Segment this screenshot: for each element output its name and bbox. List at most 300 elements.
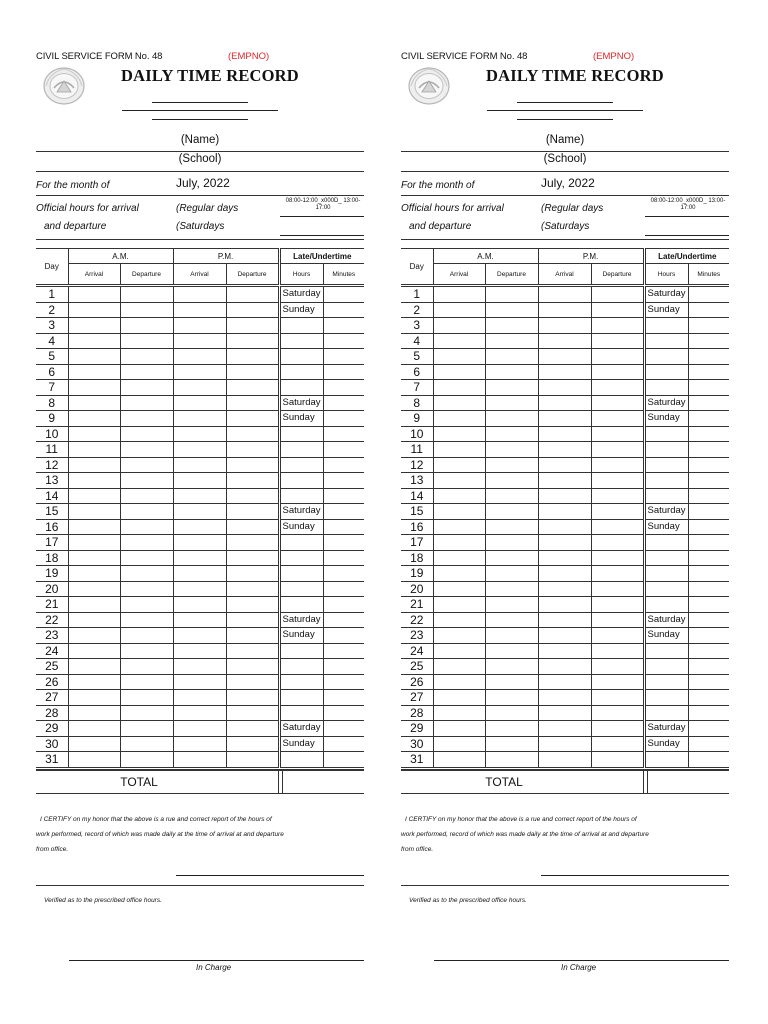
col-am-departure: Departure xyxy=(120,264,173,285)
time-cell xyxy=(226,473,279,489)
time-cell xyxy=(323,333,364,349)
day-note xyxy=(279,690,323,706)
in-charge-label: In Charge xyxy=(561,963,597,972)
time-cell xyxy=(226,426,279,442)
time-cell xyxy=(120,457,173,473)
time-cell xyxy=(538,721,591,737)
time-cell xyxy=(120,597,173,613)
time-cell xyxy=(688,690,729,706)
rule-line xyxy=(36,151,364,152)
time-cell xyxy=(688,426,729,442)
time-cell xyxy=(226,318,279,334)
time-cell xyxy=(688,380,729,396)
time-cell xyxy=(538,752,591,768)
seal-icon xyxy=(407,66,451,106)
total-divider xyxy=(643,771,648,793)
time-cell xyxy=(173,752,226,768)
time-cell xyxy=(323,535,364,551)
col-am-arrival: Arrival xyxy=(68,264,120,285)
day-number: 10 xyxy=(36,426,68,442)
table-row xyxy=(401,364,729,380)
day-number: 28 xyxy=(36,705,68,721)
time-cell xyxy=(323,674,364,690)
time-cell xyxy=(226,628,279,644)
verified-label: Verified as to the prescribed office hours. xyxy=(409,897,527,904)
day-number: 16 xyxy=(401,519,433,535)
day-note xyxy=(279,643,323,659)
day-note xyxy=(644,550,688,566)
table-row xyxy=(401,721,729,737)
time-cell xyxy=(323,597,364,613)
time-cell xyxy=(485,318,538,334)
time-cell xyxy=(226,674,279,690)
table-row xyxy=(401,674,729,690)
time-cell xyxy=(173,721,226,737)
time-cell xyxy=(226,612,279,628)
day-note xyxy=(279,333,323,349)
day-note: Sunday xyxy=(644,302,688,318)
time-cell xyxy=(688,333,729,349)
time-cell xyxy=(538,705,591,721)
time-cell xyxy=(485,535,538,551)
table-row xyxy=(401,488,729,504)
day-note: Sunday xyxy=(279,411,323,427)
time-cell xyxy=(226,349,279,365)
time-cell xyxy=(538,690,591,706)
time-cell xyxy=(688,674,729,690)
time-cell xyxy=(688,612,729,628)
time-cell xyxy=(688,566,729,582)
time-cell xyxy=(173,581,226,597)
time-cell xyxy=(226,488,279,504)
day-number: 14 xyxy=(401,488,433,504)
month-label: For the month of xyxy=(401,180,475,191)
time-cell xyxy=(120,612,173,628)
day-note: Saturday xyxy=(279,504,323,520)
time-cell xyxy=(173,349,226,365)
time-cell xyxy=(538,581,591,597)
time-cell xyxy=(68,643,120,659)
day-number: 10 xyxy=(401,426,433,442)
certify-line-3: from office. xyxy=(401,846,434,853)
time-cell xyxy=(68,426,120,442)
time-cell xyxy=(173,612,226,628)
time-cell xyxy=(433,488,485,504)
day-note xyxy=(279,597,323,613)
time-cell xyxy=(323,659,364,675)
time-cell xyxy=(538,597,591,613)
time-cell xyxy=(226,581,279,597)
signature-line xyxy=(122,110,278,111)
time-cell xyxy=(226,752,279,768)
time-cell xyxy=(591,550,644,566)
time-cell xyxy=(688,721,729,737)
time-cell xyxy=(591,380,644,396)
time-cell xyxy=(591,519,644,535)
time-cell xyxy=(433,566,485,582)
time-cell xyxy=(226,504,279,520)
time-cell xyxy=(485,581,538,597)
day-note xyxy=(644,364,688,380)
time-cell xyxy=(688,643,729,659)
time-cell xyxy=(591,535,644,551)
time-cell xyxy=(591,643,644,659)
table-row xyxy=(36,659,364,675)
time-cell xyxy=(323,318,364,334)
official-hours-value: 08:00-12:00_x000D_ 13:00-17:00 xyxy=(285,198,361,211)
day-note xyxy=(644,752,688,768)
day-note: Sunday xyxy=(644,736,688,752)
time-cell xyxy=(120,442,173,458)
time-cell xyxy=(433,643,485,659)
table-row xyxy=(401,612,729,628)
time-cell xyxy=(323,612,364,628)
time-cell xyxy=(68,457,120,473)
table-row xyxy=(36,566,364,582)
time-cell xyxy=(323,364,364,380)
time-cell xyxy=(173,550,226,566)
time-cell xyxy=(433,519,485,535)
signature-line xyxy=(517,119,613,120)
table-row xyxy=(36,705,364,721)
day-number: 7 xyxy=(401,380,433,396)
time-cell xyxy=(485,612,538,628)
time-cell xyxy=(688,287,729,303)
table-row xyxy=(36,612,364,628)
col-am: A.M. xyxy=(433,249,538,264)
time-cell xyxy=(323,473,364,489)
day-number: 5 xyxy=(36,349,68,365)
table-row xyxy=(36,287,364,303)
time-cell xyxy=(226,597,279,613)
time-cell xyxy=(688,504,729,520)
time-cell xyxy=(688,457,729,473)
time-cell xyxy=(591,721,644,737)
time-cell xyxy=(323,349,364,365)
time-cell xyxy=(433,457,485,473)
time-cell xyxy=(433,442,485,458)
time-cell xyxy=(68,628,120,644)
empno-label: (EMPNO) xyxy=(593,51,635,62)
time-cell xyxy=(485,736,538,752)
time-cell xyxy=(538,535,591,551)
time-cell xyxy=(173,628,226,644)
day-note: Saturday xyxy=(644,612,688,628)
certify-line-2: work performed, record of which was made daily at the time of arrival at and departure xyxy=(401,831,649,838)
day-number: 21 xyxy=(36,597,68,613)
time-cell xyxy=(173,318,226,334)
table-row xyxy=(401,752,729,768)
time-cell xyxy=(226,333,279,349)
time-cell xyxy=(433,349,485,365)
time-cell xyxy=(433,333,485,349)
time-cell xyxy=(226,659,279,675)
time-cell xyxy=(173,442,226,458)
table-row xyxy=(36,550,364,566)
in-charge-line xyxy=(434,960,729,961)
time-cell xyxy=(688,302,729,318)
time-cell xyxy=(68,318,120,334)
time-cell xyxy=(68,721,120,737)
time-cell xyxy=(173,287,226,303)
day-number: 24 xyxy=(36,643,68,659)
time-cell xyxy=(688,519,729,535)
time-cell xyxy=(485,674,538,690)
day-number: 19 xyxy=(401,566,433,582)
day-number: 22 xyxy=(36,612,68,628)
table-row xyxy=(401,659,729,675)
table-row xyxy=(36,752,364,768)
employee-signature-line xyxy=(541,875,729,876)
table-row xyxy=(401,581,729,597)
day-note xyxy=(279,442,323,458)
time-cell xyxy=(173,488,226,504)
day-note: Saturday xyxy=(644,287,688,303)
table-row xyxy=(401,566,729,582)
time-cell xyxy=(538,643,591,659)
regular-days-label: (Regular days xyxy=(176,203,239,214)
time-cell xyxy=(433,473,485,489)
day-note xyxy=(644,659,688,675)
signature-line xyxy=(517,102,613,103)
time-cell xyxy=(68,690,120,706)
in-charge-line xyxy=(69,960,364,961)
time-cell xyxy=(591,395,644,411)
time-cell xyxy=(173,333,226,349)
time-cell xyxy=(323,504,364,520)
time-cell xyxy=(173,302,226,318)
col-am-arrival: Arrival xyxy=(433,264,485,285)
day-number: 27 xyxy=(36,690,68,706)
time-cell xyxy=(323,442,364,458)
time-cell xyxy=(433,318,485,334)
time-cell xyxy=(688,550,729,566)
form-title: DAILY TIME RECORD xyxy=(121,66,299,85)
rule-line xyxy=(36,195,364,196)
day-number: 28 xyxy=(401,705,433,721)
col-am: A.M. xyxy=(68,249,173,264)
time-cell xyxy=(485,473,538,489)
time-cell xyxy=(591,581,644,597)
time-cell xyxy=(173,643,226,659)
time-cell xyxy=(591,473,644,489)
time-cell xyxy=(433,721,485,737)
day-number: 2 xyxy=(36,302,68,318)
day-note xyxy=(644,473,688,489)
table-row xyxy=(401,597,729,613)
day-note xyxy=(644,643,688,659)
time-cell xyxy=(591,442,644,458)
time-cell xyxy=(323,395,364,411)
rule-line xyxy=(36,885,364,886)
time-cell xyxy=(226,535,279,551)
time-cell xyxy=(68,674,120,690)
time-cell xyxy=(68,597,120,613)
time-cell xyxy=(173,457,226,473)
day-table xyxy=(36,286,364,768)
time-cell xyxy=(485,550,538,566)
table-row xyxy=(36,457,364,473)
day-note: Saturday xyxy=(279,395,323,411)
time-cell xyxy=(433,659,485,675)
time-cell xyxy=(173,426,226,442)
time-cell xyxy=(485,364,538,380)
col-late-undertime: Late/Undertime xyxy=(279,249,364,264)
time-cell xyxy=(173,504,226,520)
table-row xyxy=(36,643,364,659)
time-cell xyxy=(68,380,120,396)
time-cell xyxy=(120,488,173,504)
day-number: 17 xyxy=(36,535,68,551)
time-cell xyxy=(68,705,120,721)
col-late-undertime: Late/Undertime xyxy=(644,249,729,264)
time-cell xyxy=(591,488,644,504)
day-note: Saturday xyxy=(279,612,323,628)
time-cell xyxy=(173,395,226,411)
day-note xyxy=(644,597,688,613)
table-row xyxy=(401,473,729,489)
table-row xyxy=(401,395,729,411)
time-cell xyxy=(173,380,226,396)
time-cell xyxy=(120,473,173,489)
time-cell xyxy=(485,287,538,303)
time-cell xyxy=(68,395,120,411)
day-note xyxy=(644,535,688,551)
col-pm-arrival: Arrival xyxy=(538,264,591,285)
regular-days-label: (Regular days xyxy=(541,203,604,214)
school-label: (School) xyxy=(543,153,587,165)
time-cell xyxy=(485,302,538,318)
time-cell xyxy=(120,333,173,349)
time-cell xyxy=(120,566,173,582)
time-cell xyxy=(538,349,591,365)
time-cell xyxy=(538,457,591,473)
col-pm-departure: Departure xyxy=(591,264,644,285)
time-cell xyxy=(485,442,538,458)
table-row xyxy=(401,736,729,752)
time-cell xyxy=(591,349,644,365)
table-row xyxy=(36,488,364,504)
day-number: 20 xyxy=(401,581,433,597)
time-cell xyxy=(688,736,729,752)
time-cell xyxy=(485,659,538,675)
form-title: DAILY TIME RECORD xyxy=(486,66,664,85)
employee-signature-line xyxy=(176,875,364,876)
total-divider xyxy=(278,771,283,793)
time-cell xyxy=(323,721,364,737)
time-cell xyxy=(226,566,279,582)
table-row xyxy=(36,581,364,597)
official-hours-label: Official hours for arrival xyxy=(36,203,139,214)
day-note: Sunday xyxy=(279,628,323,644)
time-cell xyxy=(120,643,173,659)
time-cell xyxy=(120,550,173,566)
time-cell xyxy=(68,488,120,504)
time-cell xyxy=(591,504,644,520)
table-row xyxy=(36,411,364,427)
time-cell xyxy=(226,302,279,318)
time-cell xyxy=(591,364,644,380)
time-cell xyxy=(591,674,644,690)
time-cell xyxy=(591,333,644,349)
time-cell xyxy=(68,612,120,628)
day-number: 14 xyxy=(36,488,68,504)
time-cell xyxy=(591,302,644,318)
day-note xyxy=(279,674,323,690)
time-cell xyxy=(323,302,364,318)
time-cell xyxy=(68,442,120,458)
day-number: 1 xyxy=(36,287,68,303)
time-cell xyxy=(538,395,591,411)
rule-line xyxy=(401,195,729,196)
day-number: 26 xyxy=(401,674,433,690)
day-note xyxy=(279,581,323,597)
time-cell xyxy=(433,426,485,442)
day-number: 29 xyxy=(36,721,68,737)
day-note: Saturday xyxy=(644,504,688,520)
day-note xyxy=(644,674,688,690)
time-cell xyxy=(485,395,538,411)
time-cell xyxy=(433,380,485,396)
col-pm: P.M. xyxy=(173,249,279,264)
time-cell xyxy=(433,612,485,628)
form-label: CIVIL SERVICE FORM No. 48 xyxy=(401,51,528,62)
time-cell xyxy=(538,380,591,396)
day-number: 8 xyxy=(36,395,68,411)
time-cell xyxy=(688,535,729,551)
time-cell xyxy=(485,349,538,365)
day-number: 31 xyxy=(36,752,68,768)
time-cell xyxy=(538,473,591,489)
day-note xyxy=(279,457,323,473)
day-number: 24 xyxy=(401,643,433,659)
col-minutes: Minutes xyxy=(688,264,729,285)
time-cell xyxy=(433,550,485,566)
saturdays-label: (Saturdays xyxy=(541,221,590,232)
time-cell xyxy=(68,333,120,349)
time-cell xyxy=(591,287,644,303)
time-cell xyxy=(433,674,485,690)
col-day: Day xyxy=(401,249,433,285)
table-row xyxy=(401,643,729,659)
total-label: TOTAL xyxy=(120,775,158,789)
time-cell xyxy=(485,643,538,659)
day-note: Sunday xyxy=(279,302,323,318)
time-cell xyxy=(226,287,279,303)
time-cell xyxy=(538,566,591,582)
day-note xyxy=(279,535,323,551)
table-row xyxy=(401,705,729,721)
table-row xyxy=(36,519,364,535)
time-cell xyxy=(485,752,538,768)
time-cell xyxy=(591,628,644,644)
col-hours: Hours xyxy=(279,264,323,285)
time-cell xyxy=(485,566,538,582)
rule-line xyxy=(36,239,364,240)
day-note: Sunday xyxy=(644,628,688,644)
table-row xyxy=(36,349,364,365)
table-row xyxy=(36,333,364,349)
day-note xyxy=(279,566,323,582)
time-cell xyxy=(433,302,485,318)
time-cell xyxy=(591,411,644,427)
day-number: 30 xyxy=(401,736,433,752)
time-cell xyxy=(120,752,173,768)
time-cell xyxy=(433,581,485,597)
time-cell xyxy=(323,519,364,535)
time-cell xyxy=(120,519,173,535)
time-cell xyxy=(323,380,364,396)
